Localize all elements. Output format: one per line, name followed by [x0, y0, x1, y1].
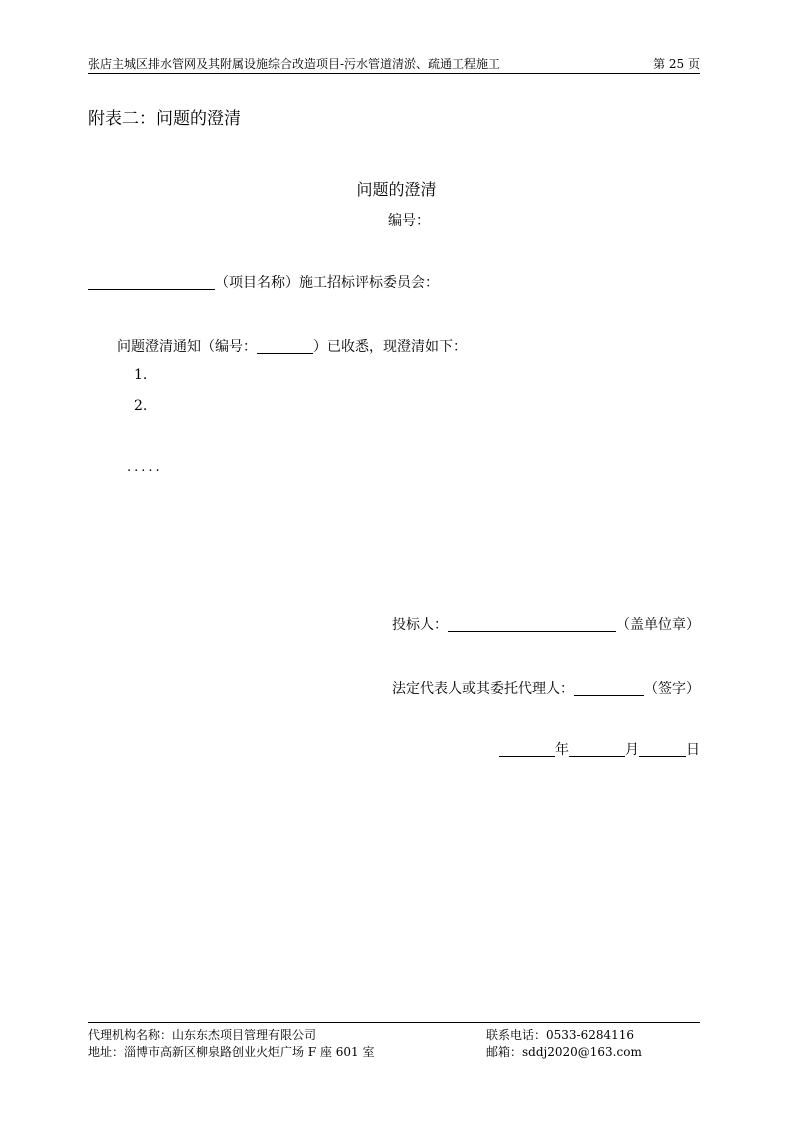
footer-address: 地址：淄博市高新区柳泉路创业火炬广场 F 座 601 室 — [88, 1045, 375, 1059]
notice-suffix: ）已收悉，现澄清如下： — [313, 339, 467, 355]
project-name-blank[interactable] — [88, 275, 215, 290]
addressee-line — [88, 272, 439, 292]
date-row — [499, 739, 700, 759]
month-label: 月 — [625, 742, 639, 758]
year-label: 年 — [555, 742, 569, 758]
header-project-title: 张店主城区排水管网及其附属设施综合改造项目-污水管道清淤、疏通工程施工 — [88, 57, 501, 71]
representative-signature-row — [392, 678, 700, 698]
form-number-label: 编号： — [388, 213, 430, 229]
footer-divider — [88, 1022, 700, 1023]
form-title: 问题的澄清 — [356, 180, 437, 199]
notice-prefix: 问题澄清通知（编号： — [117, 339, 257, 355]
notice-line — [117, 336, 467, 356]
appendix-title: 附表二：问题的澄清 — [88, 109, 241, 129]
day-blank[interactable] — [639, 742, 686, 757]
clarification-item-1: 1. — [134, 367, 148, 383]
page-number: 第 25 页 — [653, 57, 700, 71]
representative-suffix: （签字） — [644, 681, 700, 697]
bidder-suffix: （盖单位章） — [616, 617, 700, 633]
clarification-item-2: 2. — [134, 398, 148, 414]
month-blank[interactable] — [569, 742, 625, 757]
footer-agency: 代理机构名称：山东东杰项目管理有限公司 — [88, 1028, 317, 1042]
addressee-suffix: （项目名称）施工招标评标委员会： — [215, 275, 439, 291]
representative-label: 法定代表人或其委托代理人： — [392, 681, 574, 697]
bidder-label: 投标人： — [392, 617, 448, 633]
header-divider — [88, 73, 700, 74]
day-label: 日 — [686, 742, 700, 758]
representative-blank[interactable] — [574, 681, 644, 696]
bidder-blank[interactable] — [448, 617, 616, 632]
footer-email: 邮箱：sddj2020@163.com — [486, 1045, 642, 1059]
footer-phone: 联系电话：0533-6284116 — [486, 1028, 635, 1042]
bidder-signature-row — [392, 614, 700, 634]
year-blank[interactable] — [499, 742, 555, 757]
notice-number-blank[interactable] — [257, 339, 313, 354]
clarification-ellipsis: ..... — [127, 460, 163, 475]
